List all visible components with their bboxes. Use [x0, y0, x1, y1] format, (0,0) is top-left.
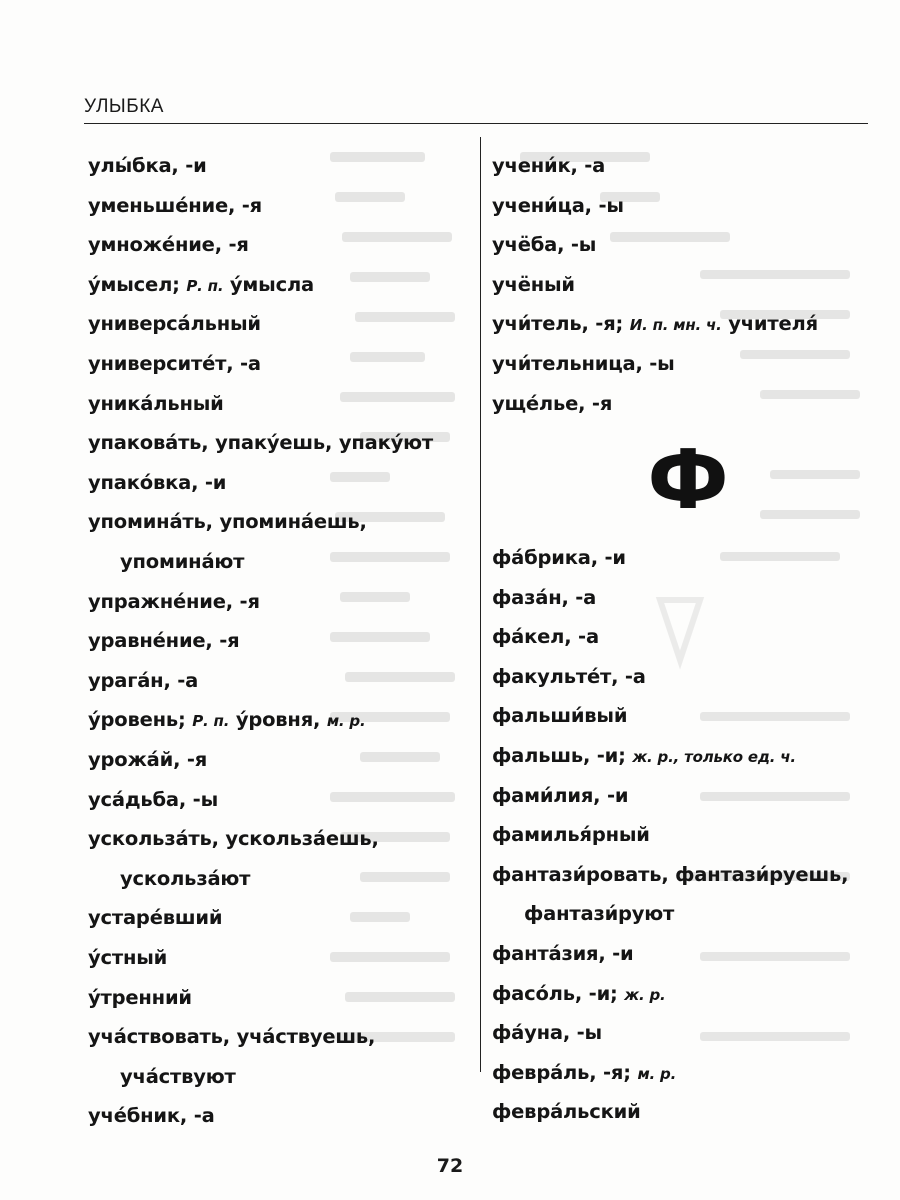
dictionary-entry [88, 312, 261, 336]
entry-grammar-note: И. п. мн. ч. [629, 316, 722, 335]
entry-headword: уча́ствуют [120, 1064, 236, 1088]
entry-headword: упомина́ют [120, 550, 245, 573]
entry-headword: университе́т, -а [88, 352, 261, 375]
entry-form: учителя́ [728, 312, 818, 336]
dictionary-entry [88, 748, 207, 772]
dictionary-entry [88, 906, 222, 930]
dictionary-entry [88, 431, 433, 455]
entry-headword: фамилья́рный [492, 823, 650, 847]
dictionary-entry [88, 986, 192, 1010]
dictionary-entry [492, 665, 646, 689]
dictionary-entry [120, 550, 244, 574]
dictionary-entry [492, 823, 650, 847]
entry-grammar-note: м. р. [326, 712, 366, 731]
entry-headword: фасо́ль, -и; [492, 981, 618, 1005]
dictionary-entry [88, 273, 314, 298]
entry-grammar-note: Р. п. [186, 276, 224, 295]
entry-grammar-note: Р. п. [192, 712, 230, 731]
dictionary-entry [88, 946, 167, 970]
entry-headword: уравне́ние, -я [88, 629, 240, 653]
dictionary-entry [492, 942, 634, 966]
entry-headword: упомина́ть, упомина́ешь, [88, 510, 367, 534]
entry-headword: ускольза́ют [120, 866, 251, 890]
entry-headword: фальшь, -и; [492, 744, 626, 767]
entry-grammar-note: м. р. [637, 1064, 677, 1083]
entry-headword: февра́ль, -я; [492, 1060, 631, 1084]
dictionary-entry [492, 982, 666, 1007]
entry-headword: у́мысел; [88, 272, 180, 296]
entry-headword: упако́вка, -и [88, 470, 227, 494]
dictionary-entry [120, 1065, 236, 1089]
entry-headword: уса́дьба, -ы [88, 787, 219, 811]
dictionary-entry [492, 744, 796, 769]
entry-headword: фантази́руют [524, 902, 675, 926]
entry-headword: учени́к, -а [492, 154, 606, 177]
running-head: УЛЫБКА [84, 96, 164, 117]
page-number: 72 [436, 1155, 464, 1177]
entry-headword: урага́н, -а [88, 668, 199, 692]
section-letter-glyph: Ф [647, 433, 729, 528]
dictionary-entry [120, 867, 250, 891]
entry-headword: у́стный [88, 946, 168, 969]
entry-headword: умноже́ние, -я [88, 233, 249, 257]
entry-headword: учи́тель, -я; [492, 312, 624, 336]
dictionary-entry [88, 827, 379, 851]
dictionary-entry [88, 590, 260, 614]
dictionary-entry [492, 863, 848, 887]
dictionary-entry [524, 902, 674, 926]
entry-headword: учёба, -ы [492, 233, 597, 257]
entry-headword: устаре́вший [88, 906, 223, 930]
dictionary-entry [492, 312, 818, 337]
dictionary-entry [492, 625, 599, 649]
entry-headword: уменьше́ние, -я [88, 193, 262, 217]
dictionary-entry [88, 194, 262, 218]
entry-headword: фальши́вый [492, 704, 628, 728]
dictionary-entry [88, 708, 365, 733]
entry-headword: фа́брика, -и [492, 546, 626, 569]
dictionary-entry [492, 194, 624, 218]
entry-headword: универса́льный [88, 312, 261, 336]
entry-headword: факульте́т, -а [492, 664, 646, 688]
dictionary-entry [492, 586, 596, 610]
dictionary-entry [492, 392, 612, 416]
entry-headword: фами́лия, -и [492, 783, 629, 807]
entry-headword: уника́льный [88, 391, 224, 415]
dictionary-entry [492, 784, 628, 808]
section-letter-ef [647, 433, 729, 528]
entry-headword: учёный [492, 272, 575, 296]
entry-form: у́ровня, [235, 708, 321, 732]
entry-grammar-note: ж. р. [624, 985, 666, 1004]
entry-headword: фа́кел, -а [492, 625, 599, 649]
dictionary-entry [88, 669, 198, 693]
entry-headword: уче́бник, -а [88, 1104, 215, 1128]
dictionary-entry [88, 510, 367, 534]
dictionary-entry [492, 352, 675, 376]
dictionary-entry [88, 629, 239, 653]
header-rule [84, 123, 868, 124]
dictionary-entry [88, 1025, 375, 1049]
dictionary-entry [492, 233, 596, 257]
dictionary-entry [88, 788, 218, 812]
dictionary-entry [88, 352, 261, 376]
dictionary-entry [88, 154, 207, 178]
column-divider [480, 137, 481, 1072]
dictionary-entry [88, 1104, 215, 1128]
entry-headword: у́тренний [88, 985, 192, 1009]
entry-grammar-note: ж. р., только ед. ч. [632, 748, 796, 766]
dictionary-entry [492, 273, 575, 297]
dictionary-entry [492, 1061, 676, 1086]
entry-headword: ускольза́ть, ускольза́ешь, [88, 827, 379, 851]
entry-headword: у́ровень; [88, 708, 186, 732]
entry-headword: учени́ца, -ы [492, 193, 624, 217]
entry-headword: уще́лье, -я [492, 391, 613, 415]
entry-form: у́мысла [229, 272, 315, 296]
entry-headword: февра́льский [492, 1100, 641, 1124]
dictionary-entry [492, 546, 626, 570]
dictionary-entry [88, 471, 226, 495]
entry-headword: учи́тельница, -ы [492, 352, 675, 375]
entry-headword: упражне́ние, -я [88, 589, 260, 613]
entry-headword: фанта́зия, -и [492, 942, 634, 965]
entry-headword: улы́бка, -и [88, 154, 207, 177]
dictionary-entry [492, 1100, 641, 1124]
entry-headword: фаза́н, -а [492, 585, 597, 609]
entry-headword: фа́уна, -ы [492, 1021, 602, 1045]
dictionary-entry [88, 392, 224, 416]
entry-headword: фантази́ровать, фантази́руешь, [492, 862, 849, 886]
dictionary-entry [88, 233, 249, 257]
dictionary-entry [492, 704, 627, 728]
dictionary-entry [492, 154, 605, 178]
entry-headword: урожа́й, -я [88, 748, 208, 771]
entry-headword: уча́ствовать, уча́ствуешь, [88, 1025, 376, 1049]
dictionary-entry [492, 1021, 602, 1045]
entry-headword: упакова́ть, упаку́ешь, упаку́ют [88, 431, 434, 455]
